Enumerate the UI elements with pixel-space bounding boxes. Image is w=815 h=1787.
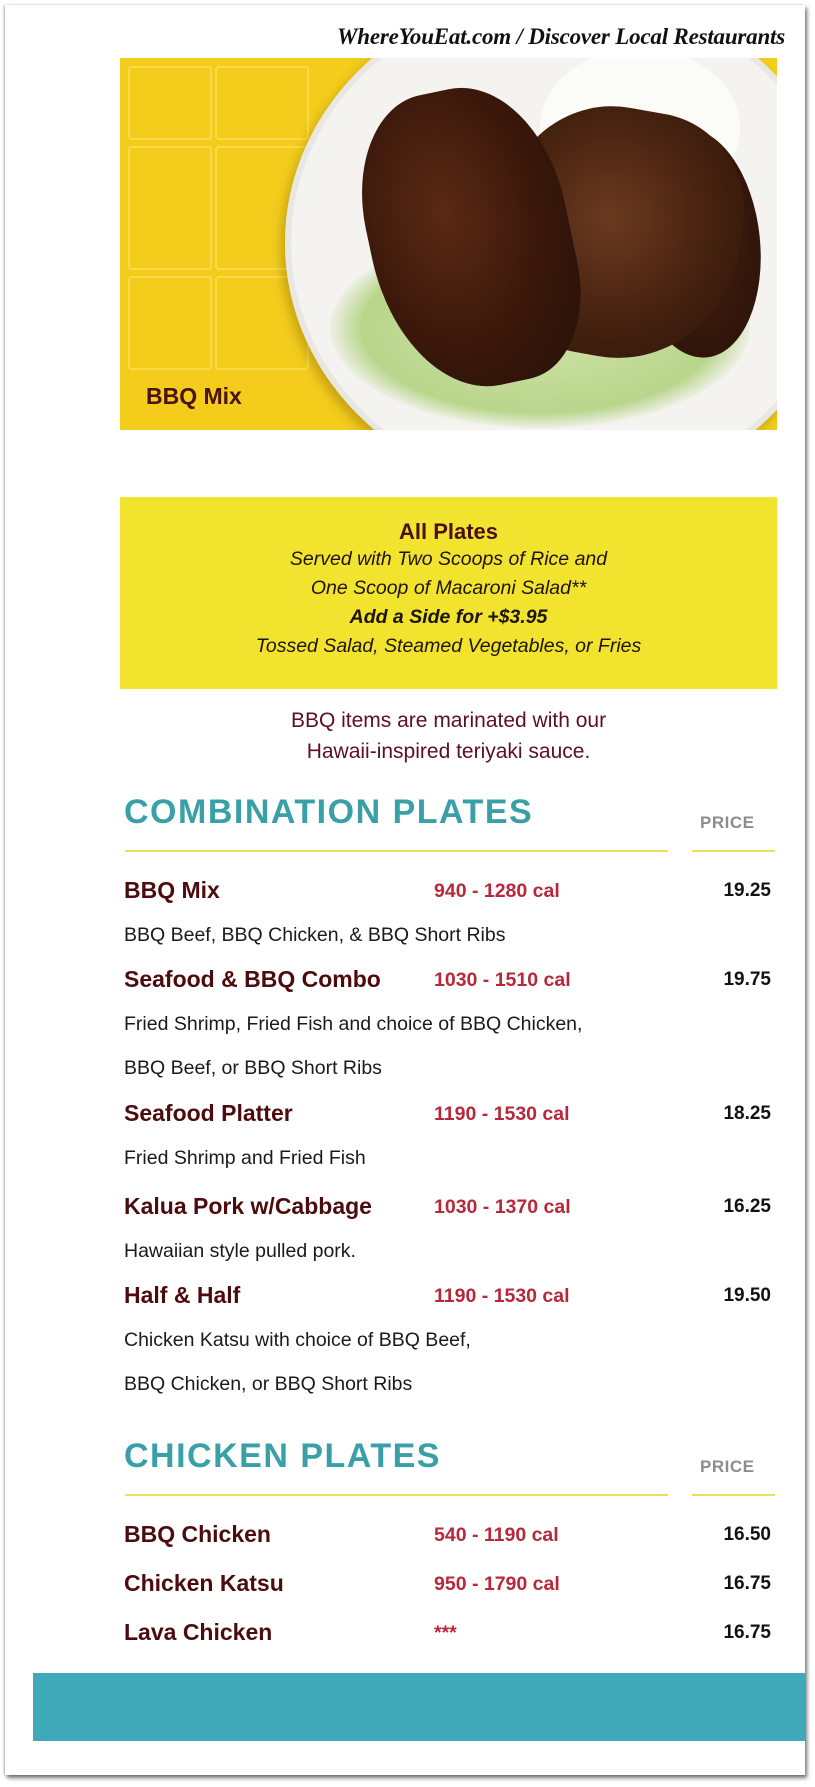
info-line-1: Served with Two Scoops of Rice and bbox=[289, 548, 608, 570]
item-calories: 1190 - 1530 cal bbox=[434, 1103, 570, 1125]
item-price: 18.25 bbox=[723, 1103, 771, 1124]
price-divider bbox=[692, 850, 775, 852]
item-name: BBQ Chicken bbox=[124, 1521, 271, 1547]
item-name: Kalua Pork w/Cabbage bbox=[124, 1193, 372, 1219]
site-header: WhereYouEat.com / Discover Local Restaurants bbox=[336, 24, 785, 49]
hero-caption: BBQ Mix bbox=[146, 383, 242, 409]
side-options: Tossed Salad, Steamed Vegetables, or Fries bbox=[255, 635, 642, 657]
pattern-tile bbox=[215, 66, 309, 140]
side-offer: Add a Side for +$3.95 bbox=[349, 606, 548, 628]
item-calories: 950 - 1790 cal bbox=[434, 1573, 560, 1595]
item-name: BBQ Mix bbox=[124, 877, 220, 903]
item-calories: 1030 - 1370 cal bbox=[434, 1196, 571, 1218]
pattern-tile bbox=[128, 66, 212, 140]
item-price: 19.75 bbox=[723, 969, 771, 990]
all-plates-info-box bbox=[120, 497, 777, 689]
item-name: Lava Chicken bbox=[124, 1619, 273, 1645]
item-name: Seafood & BBQ Combo bbox=[124, 966, 381, 992]
item-price: 16.50 bbox=[723, 1524, 771, 1545]
item-description: BBQ Chicken, or BBQ Short Ribs bbox=[124, 1373, 413, 1395]
item-calories: 940 - 1280 cal bbox=[434, 880, 560, 902]
price-divider bbox=[692, 1494, 775, 1496]
section-divider bbox=[125, 1494, 668, 1496]
item-description: Chicken Katsu with choice of BBQ Beef, bbox=[124, 1329, 471, 1351]
item-calories: 1190 - 1530 cal bbox=[434, 1285, 570, 1307]
item-description: BBQ Beef, or BBQ Short Ribs bbox=[124, 1057, 382, 1079]
item-price: 16.25 bbox=[723, 1196, 771, 1217]
section-title-combination: COMBINATION PLATES bbox=[124, 793, 534, 831]
section-divider bbox=[125, 850, 668, 852]
price-column-header: PRICE bbox=[700, 1457, 755, 1476]
item-description: BBQ Beef, BBQ Chicken, & BBQ Short Ribs bbox=[124, 924, 506, 946]
item-price: 19.25 bbox=[723, 880, 771, 901]
marinade-note bbox=[120, 705, 777, 767]
item-calories: 1030 - 1510 cal bbox=[434, 969, 571, 991]
hero-image bbox=[120, 58, 777, 430]
item-name: Half & Half bbox=[124, 1282, 241, 1308]
footer-teal-bar bbox=[33, 1673, 806, 1741]
item-description: Fried Shrimp, Fried Fish and choice of BBQ Chicken, bbox=[124, 1013, 583, 1035]
pattern-tile bbox=[128, 146, 212, 270]
section-title-chicken: CHICKEN PLATES bbox=[124, 1437, 441, 1475]
note-line-1: BBQ items are marinated with our bbox=[290, 709, 607, 732]
item-description: Hawaiian style pulled pork. bbox=[124, 1240, 356, 1262]
info-title: All Plates bbox=[398, 519, 499, 544]
note-line-2: Hawaii-inspired teriyaki sauce. bbox=[306, 740, 591, 763]
item-name: Chicken Katsu bbox=[124, 1570, 284, 1596]
item-price: 19.50 bbox=[723, 1285, 771, 1306]
item-name: Seafood Platter bbox=[124, 1100, 293, 1126]
price-column-header: PRICE bbox=[700, 813, 755, 832]
item-description: Fried Shrimp and Fried Fish bbox=[124, 1147, 366, 1169]
info-line-2: One Scoop of Macaroni Salad** bbox=[310, 577, 587, 599]
item-price: 16.75 bbox=[723, 1622, 771, 1643]
pattern-tile bbox=[128, 276, 212, 370]
item-price: 16.75 bbox=[723, 1573, 771, 1594]
item-calories: *** bbox=[434, 1622, 457, 1644]
item-calories: 540 - 1190 cal bbox=[434, 1524, 559, 1546]
